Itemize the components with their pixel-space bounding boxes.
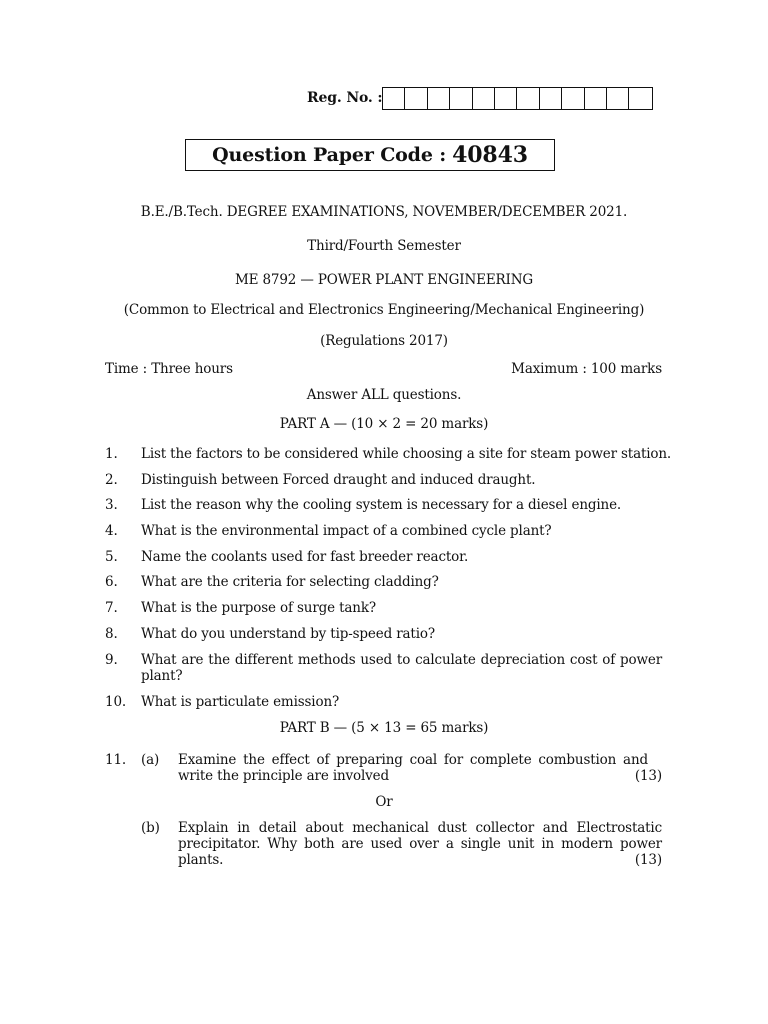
regulations: (Regulations 2017) xyxy=(320,333,448,349)
question-text: What are the different methods used to calculate depreciation cost of power plant? xyxy=(141,652,662,684)
question-number: 1. xyxy=(105,446,118,462)
reg-no-box[interactable] xyxy=(473,88,495,109)
question-text: What is the purpose of surge tank? xyxy=(141,600,376,616)
marks-b: (13) xyxy=(634,852,662,868)
reg-no-box[interactable] xyxy=(428,88,450,109)
question-paper-code-value: 40843 xyxy=(452,142,528,168)
sub-question-label-a: (a) xyxy=(141,752,160,768)
question-paper-code-box xyxy=(185,139,555,171)
part-a-title: PART A — (10 × 2 = 20 marks) xyxy=(279,416,489,432)
max-marks: Maximum : 100 marks xyxy=(511,361,662,377)
reg-no-box[interactable] xyxy=(383,88,405,109)
question-number: 2. xyxy=(105,472,118,488)
degree-line: B.E./B.Tech. DEGREE EXAMINATIONS, NOVEMBER/DECEMBER 2021. xyxy=(140,204,628,220)
reg-no-box[interactable] xyxy=(495,88,517,109)
question-text: Distinguish between Forced draught and induced draught. xyxy=(141,472,536,488)
reg-no-box[interactable] xyxy=(405,88,427,109)
exam-time: Time : Three hours xyxy=(105,361,233,377)
question-number: 7. xyxy=(105,600,118,616)
question-text: List the reason why the cooling system is necessary for a diesel engine. xyxy=(141,497,622,513)
question-text: What is the environmental impact of a combined cycle plant? xyxy=(141,523,552,539)
sub-question-text-b: Explain in detail about mechanical dust collector and Electrostatic precipitator. Why both are used over a single unit in modern power plants. xyxy=(178,820,662,868)
question-text: What do you understand by tip-speed ratio? xyxy=(141,626,435,642)
question-paper-code-label: Question Paper Code : xyxy=(212,144,447,166)
course-title: ME 8792 — POWER PLANT ENGINEERING xyxy=(234,272,534,288)
semester: Third/Fourth Semester xyxy=(307,238,461,254)
question-text: List the factors to be considered while choosing a site for steam power station. xyxy=(141,446,672,462)
question-number: 3. xyxy=(105,497,118,513)
question-number: 8. xyxy=(105,626,118,642)
reg-no-box[interactable] xyxy=(629,88,651,109)
question-text: Name the coolants used for fast breeder reactor. xyxy=(141,549,469,565)
reg-no-box[interactable] xyxy=(607,88,629,109)
marks-a: (13) xyxy=(634,768,662,784)
sub-question-text-a: Examine the effect of preparing coal for complete combustion and write the principle are involved xyxy=(178,752,648,784)
reg-no-box[interactable] xyxy=(540,88,562,109)
question-number: 9. xyxy=(105,652,118,668)
reg-no-box[interactable] xyxy=(450,88,472,109)
question-number: 4. xyxy=(105,523,118,539)
reg-no-box[interactable] xyxy=(517,88,539,109)
part-b-title: PART B — (5 × 13 = 65 marks) xyxy=(279,720,489,736)
instruction: Answer ALL questions. xyxy=(306,387,462,403)
sub-question-label-b: (b) xyxy=(141,820,160,836)
reg-no-label: Reg. No. : xyxy=(307,90,383,106)
reg-no-boxes[interactable] xyxy=(382,87,653,110)
reg-no-box[interactable] xyxy=(562,88,584,109)
common-to: (Common to Electrical and Electronics Engineering/Mechanical Engineering) xyxy=(123,302,645,318)
question-number: 10. xyxy=(105,694,127,710)
question-text: What is particulate emission? xyxy=(141,694,340,710)
question-number: 5. xyxy=(105,549,118,565)
or-separator: Or xyxy=(375,794,393,810)
question-number: 11. xyxy=(105,752,127,768)
question-text: What are the criteria for selecting cladding? xyxy=(141,574,439,590)
reg-no-box[interactable] xyxy=(585,88,607,109)
question-number: 6. xyxy=(105,574,118,590)
